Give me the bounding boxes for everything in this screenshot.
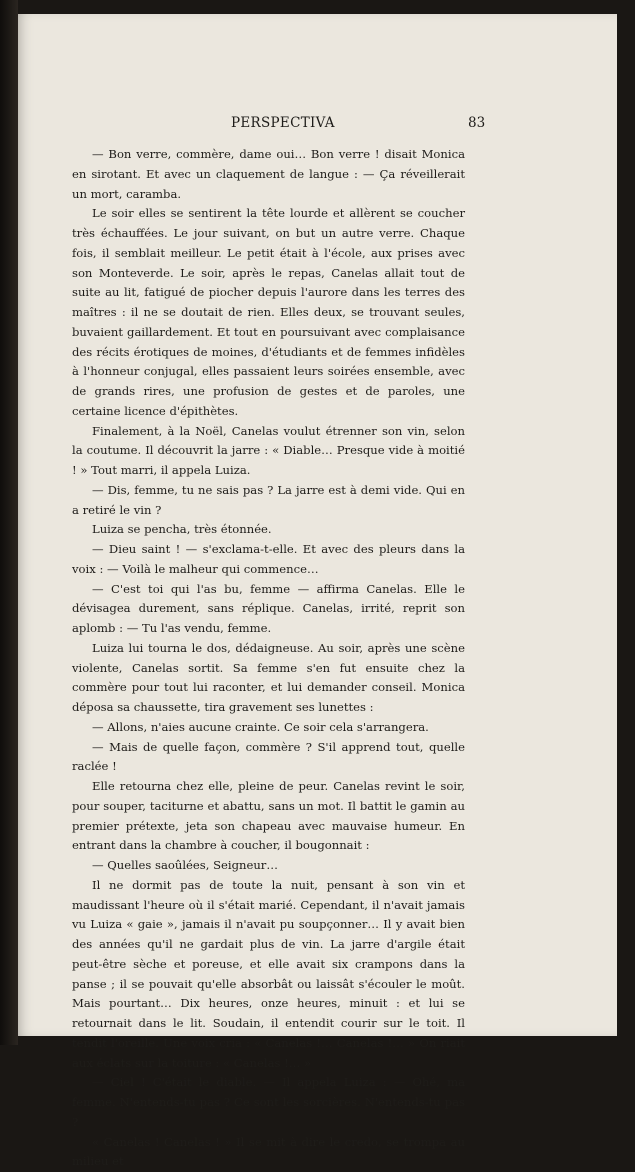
- paragraph: « Canelas ! Canelas ! » Il se mit à dire le credo, se trompa au milieu et: [72, 1133, 465, 1172]
- body-text: [72, 145, 465, 1172]
- paragraph: — Quelles saoûlées, Seigneur…: [72, 856, 465, 876]
- paragraph: Le soir elles se sentirent la tête lourde et allèrent se coucher très échauffées. Le jour suivant, on but un autre verre. Chaque fois, il semblait meilleur. Le petit était à l'école, aux prises avec son Monteverde. Le soir, après le repas, Canelas allait tout de suite au lit, fatigué de piocher depuis l'aurore dans les terres des maîtres : il ne se doutait de rien. Elles deux, se trouvant seules, buvaient gaillardement. Et tout en poursuivant avec complaisance des récits érotiques de moines, d'étudiants et de femmes infidèles à l'honneur conjugal, elles passaient leurs soirées ensemble, avec de grands rires, une profusion de gestes et de paroles, une certaine licence d'épithètes.: [72, 204, 465, 421]
- paragraph: Luiza lui tourna le dos, dédaigneuse. Au soir, après une scène violente, Canelas sortit. Sa femme s'en fut ensuite chez la commère pour tout lui raconter, et lui demander conseil. Monica déposa sa chaussette, tira gravement ses lunettes :: [72, 639, 465, 718]
- paragraph: — Dieu saint ! — s'exclama-t-elle. Et avec des pleurs dans la voix : — Voilà le malheur qui commence…: [72, 540, 465, 580]
- book-gutter-shadow: [0, 0, 18, 1045]
- paragraph: — Mais de quelle façon, commère ? S'il apprend tout, quelle raclée !: [72, 738, 465, 778]
- running-title: PERSPECTIVA: [231, 115, 335, 131]
- paragraph: — C'est toi qui l'as bu, femme — affirma Canelas. Elle le dévisagea durement, sans réplique. Canelas, irrité, reprit son aplomb : — Tu l'as vendu, femme.: [72, 580, 465, 639]
- paragraph: Finalement, à la Noël, Canelas voulut étrenner son vin, selon la coutume. Il découvrit la jarre : « Diable… Presque vide à moitié ! » Tout marri, il appela Luiza.: [72, 422, 465, 481]
- page-header: [18, 114, 617, 134]
- paragraph: Elle retourna chez elle, pleine de peur. Canelas revint le soir, pour souper, taciturne et abattu, sans un mot. Il battit le gamin au premier prétexte, jeta son chapeau avec mauvaise humeur. En entrant dans la chambre à coucher, il bougonnait :: [72, 777, 465, 856]
- page-number: 83: [468, 115, 485, 131]
- paragraph: — Allons, n'aies aucune crainte. Ce soir cela s'arrangera.: [72, 718, 465, 738]
- paragraph: Il ne dormit pas de toute la nuit, pensant à son vin et maudissant l'heure où il s'était marié. Cependant, il n'avait jamais vu Luiza « gaie », jamais il n'avait pu soupçonner… Il y avait bien des années qu'il ne gardait plus de vin. La jarre d'argile était peut-être sèche et poreuse, et elle avait six crampons dans la panse ; il se pouvait qu'elle absorbât ou laissât s'écouler le moût. Mais pourtant… Dix heures, onze heures, minuit : et lui se retournait dans le lit. Soudain, il entendit courir sur le toit. Il tendit l'oreille. Une voix cria : « Canelas !… Canelas !… » On riait aux éclats sur la toiture : « Canelas !… »: [72, 876, 465, 1074]
- paragraph: — Ciel ! C'était le diable. — Il appela Luiza : — Ohé, ma femme. N'entends-tu pas ? Ce sont les sorcières. N'entends-tu pas ?: [72, 1073, 465, 1132]
- paragraph: — Dis, femme, tu ne sais pas ? La jarre est à demi vide. Qui en a retiré le vin ?: [72, 481, 465, 521]
- paragraph: — Bon verre, commère, dame oui… Bon verre ! disait Monica en sirotant. Et avec un claquement de langue : — Ça réveillerait un mort, caramba.: [72, 145, 465, 204]
- paragraph: Luiza se pencha, très étonnée.: [72, 520, 465, 540]
